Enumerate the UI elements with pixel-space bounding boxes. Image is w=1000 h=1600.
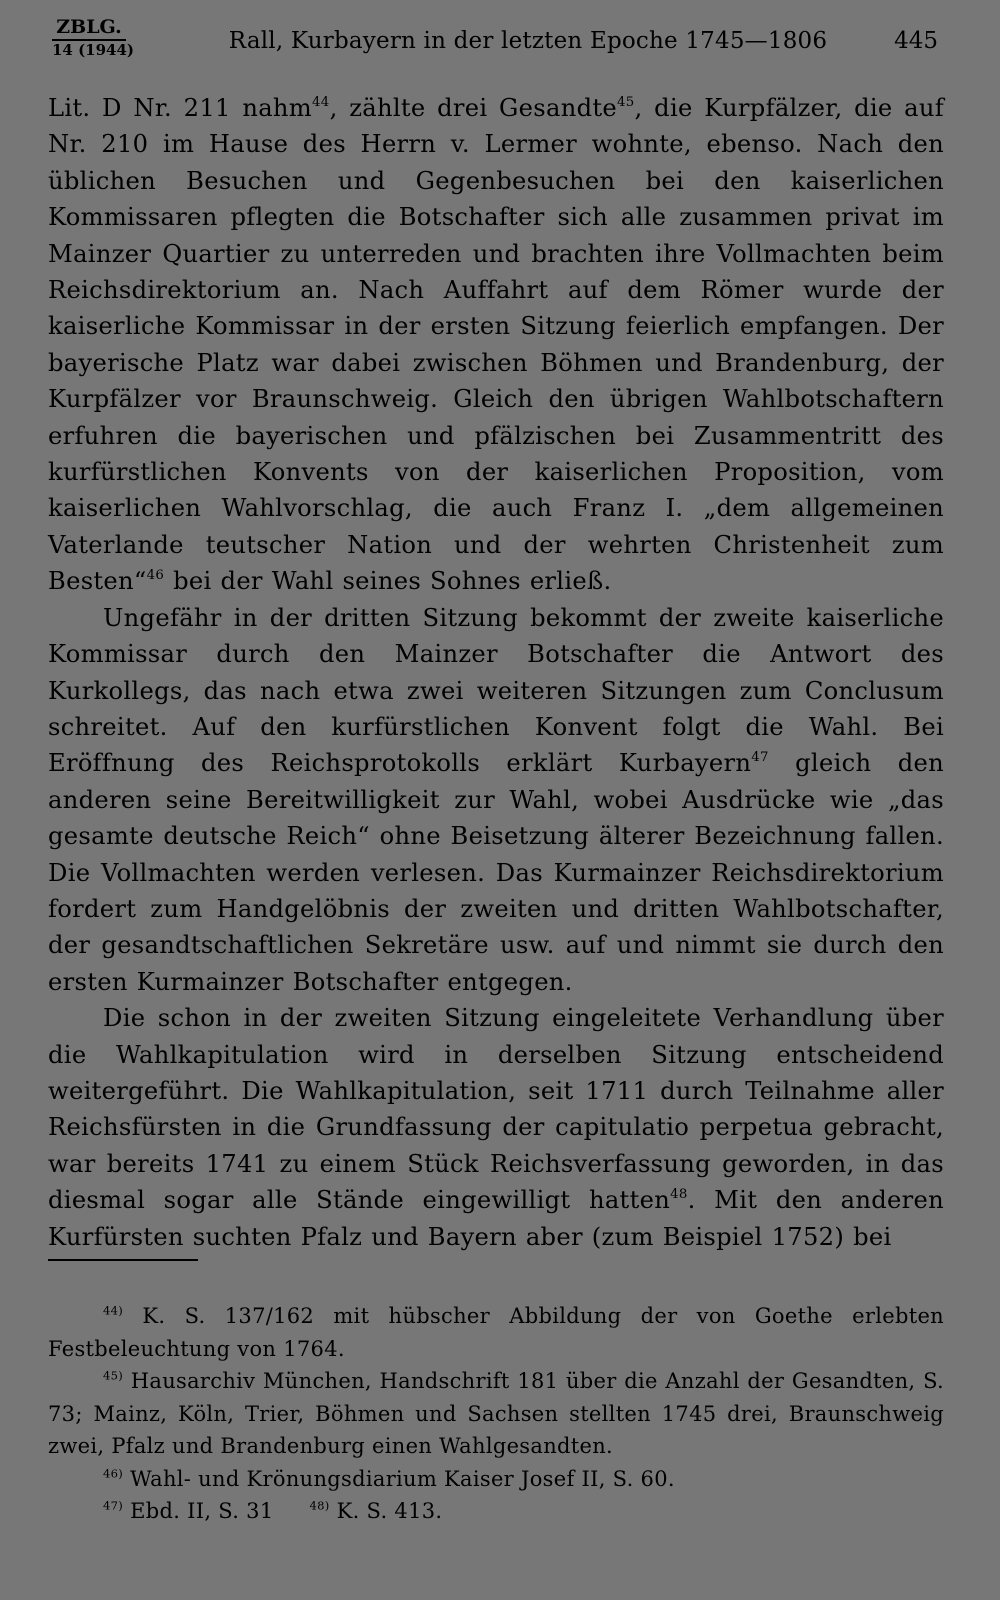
footnote-text: Wahl- und Krönungsdiarium Kaiser Josef II, S. 60. <box>123 1466 675 1491</box>
running-title: Rall, Kurbayern in der letzten Epoche 1745—1806 <box>228 28 828 54</box>
footnote-44 <box>48 1300 944 1365</box>
journal-abbreviation: ZBLG. <box>52 18 126 41</box>
footnote-46 <box>48 1463 944 1496</box>
text-segment: , die Kurpfälzer, die auf Nr. 210 im Hause des Herrn v. Lermer wohnte, ebenso. Nach den üblichen Besuchen und Gegenbesuchen bei den kaiserlichen Kommissaren pflegten die Botschafter sich alle zusammen privat im Mainzer Quartier zu unterreden und brachten ihre Vollmachten beim Reichsdirektorium an. Nach Auffahrt auf dem Römer wurde der kaiserliche Kommissar in der ersten Sitzung feierlich empfangen. Der bayerische Platz war dabei zwischen Böhmen und Brandenburg, der Kurpfälzer vor Braunschweig. Gleich den übrigen Wahlbotschaftern erfuhren die bayerischen und pfälzischen bei Zusammentritt des kurfürstlichen Konvents von der kaiserlichen Proposition, vom kaiserlichen Wahlvorschlag, die auch Franz I. „dem allgemeinen Vaterlande teutscher Nation und der wehrten Christenheit zum Besten“ <box>48 94 944 596</box>
footnote-text: Hausarchiv München, Handschrift 181 über die Anzahl der Gesandten, S. 73; Mainz, Köln, Trier, Böhmen und Sachsen stellten 1745 drei, Braunschweig zwei, Pfalz und Brandenburg einen Wahlgesandten. <box>48 1369 944 1458</box>
text-segment: Die schon in der zweiten Sitzung eingeleitete Verhandlung über die Wahlkapitulation wird in derselben Sitzung entscheidend weitergeführt. Die Wahlkapitulation, seit 1711 durch Teilnahme aller Reichsfürsten in die Grundfassung der capitulatio perpetua gebracht, war bereits 1741 zu einem Stück Reichsverfassung geworden, in das diesmal sogar alle Stände eingewilligt hatten <box>48 1004 944 1215</box>
footnote-text: K. S. 137/162 mit hübscher Abbildung der von Goethe erlebten Festbeleuchtung von 1764. <box>48 1304 944 1361</box>
footnote-divider <box>48 1259 198 1261</box>
text-segment: Ungefähr in der dritten Sitzung bekommt der zweite kaiserliche Kommissar durch den Mainzer Botschafter die Antwort des Kurkollegs, das nach etwa zwei weiteren Sitzungen zum Conclusum schreitet. Auf den kurfürstlichen Konvent folgt die Wahl. Bei Eröffnung des Reichsprotokolls erklärt Kurbayern <box>48 603 944 778</box>
footnote-marker: 44) <box>103 1303 124 1318</box>
page-number: 445 <box>894 28 938 54</box>
footnote-ref-47: 47 <box>751 750 769 766</box>
paragraph-2 <box>48 600 944 1000</box>
footnotes <box>48 1300 944 1528</box>
paragraph-3 <box>48 1000 944 1255</box>
text-segment: gleich den anderen seine Bereitwilligkeit zur Wahl, wobei Ausdrücke wie „das gesamte deutsche Reich“ ohne Beisetzung älterer Bezeichnung fallen. Die Vollmachten werden verlesen. Das Kurmainzer Reichsdirektorium fordert zum Handgelöbnis der zweiten und dritten Wahlbotschafter, der gesandtschaftlichen Sekretäre usw. auf und nimmt sie durch den ersten Kurmainzer Botschafter entgegen. <box>48 749 944 996</box>
footnote-ref-44: 44 <box>312 95 330 111</box>
main-text <box>48 90 944 1255</box>
journal-volume: 14 (1944) <box>51 41 135 59</box>
footnote-ref-46: 46 <box>146 568 165 584</box>
footnote-text: Ebd. II, S. 31 <box>123 1499 274 1523</box>
footnote-marker: 47) <box>103 1498 124 1513</box>
text-segment: bei der Wahl seines Sohnes erließ. <box>164 567 612 596</box>
text-segment: Lit. D Nr. 211 nahm <box>48 94 313 122</box>
footnote-ref-45: 45 <box>617 95 635 111</box>
text-segment: . Mit den anderen Kurfürsten suchten Pfalz und Bayern aber (zum Beispiel 1752) bei <box>48 1186 944 1251</box>
text-segment: , zählte drei Gesandte <box>329 94 618 122</box>
footnote-ref-48: 48 <box>670 1187 688 1203</box>
page-header <box>48 18 938 68</box>
footnote-47-48 <box>48 1495 944 1528</box>
footnote-marker: 48) <box>309 1498 330 1513</box>
footnote-marker: 46) <box>103 1465 124 1480</box>
paragraph-1 <box>48 90 944 600</box>
footnote-text: K. S. 413. <box>329 1499 443 1523</box>
journal-reference <box>48 18 138 58</box>
footnote-45 <box>48 1365 944 1463</box>
footnote-marker: 45) <box>103 1368 124 1383</box>
